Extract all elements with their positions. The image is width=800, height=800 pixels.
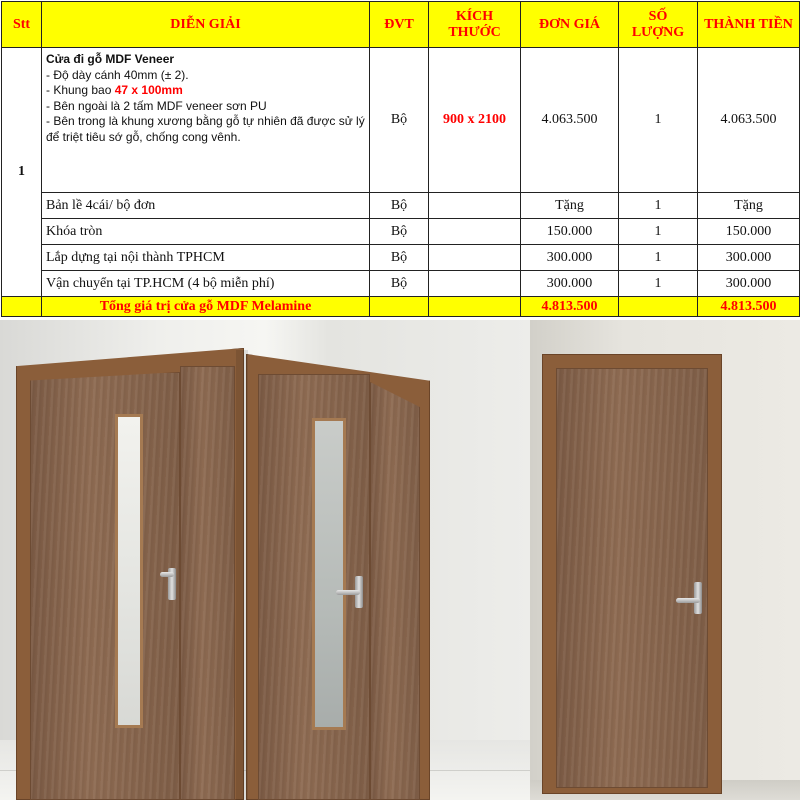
table-row-installation: [2, 245, 800, 271]
cell-total-size: [429, 297, 521, 317]
cell-total-label: Tổng giá trị cửa gỗ MDF Melamine: [42, 297, 370, 317]
header-kich-thuoc-line1: KÍCH: [455, 8, 494, 24]
cell-main-qty: 1: [619, 48, 698, 193]
table-row-main-item: [2, 48, 800, 193]
header-thanh-tien: THÀNH TIỀN: [698, 2, 800, 48]
cell-main-description: [42, 48, 370, 193]
cell-hinges-dvt: Bộ: [370, 193, 429, 219]
cell-total-dvt: [370, 297, 429, 317]
cell-main-size: 900 x 2100: [429, 48, 521, 193]
cell-shipping-price: 300.000: [521, 271, 619, 297]
spec-frame-label: - Khung bao: [46, 83, 115, 97]
cell-install-qty: 1: [619, 245, 698, 271]
cell-main-total: 4.063.500: [698, 48, 800, 193]
cell-main-dvt: Bộ: [370, 48, 429, 193]
spec-line-thickness: - Độ dày cánh 40mm (± 2).: [46, 67, 189, 82]
cell-lock-dvt: Bộ: [370, 219, 429, 245]
cell-hinges-desc: Bản lề 4cái/ bộ đơn: [42, 193, 370, 219]
cell-total-stt: [2, 297, 42, 317]
header-kich-thuoc-line2: THƯỚC: [448, 24, 501, 40]
cell-main-unit-price: 4.063.500: [521, 48, 619, 193]
cell-hinges-price: Tặng: [521, 193, 619, 219]
header-kich-thuoc: [429, 2, 521, 48]
cell-shipping-total: 300.000: [698, 271, 800, 297]
table-row-hinges: [2, 193, 800, 219]
cell-lock-size: [429, 219, 521, 245]
left-door-leaf-side: [180, 366, 235, 800]
header-so-luong: [619, 2, 698, 48]
cell-install-desc: Lắp dựng tại nội thành TPHCM: [42, 245, 370, 271]
spec-line-outer: - Bên ngoài là 2 tấm MDF veneer sơn PU: [46, 98, 267, 113]
middle-door-glass: [312, 418, 346, 730]
header-so-luong-line1: SỐ: [648, 8, 668, 24]
cell-lock-qty: 1: [619, 219, 698, 245]
cell-shipping-qty: 1: [619, 271, 698, 297]
table-row-total: [2, 297, 800, 317]
header-so-luong-line2: LƯỢNG: [631, 24, 685, 40]
cell-hinges-size: [429, 193, 521, 219]
right-door-leaf: [556, 368, 708, 788]
cell-lock-total: 150.000: [698, 219, 800, 245]
cell-lock-price: 150.000: [521, 219, 619, 245]
left-door-leaf-main: [30, 372, 180, 800]
cell-total-price: 4.813.500: [521, 297, 619, 317]
cell-shipping-size: [429, 271, 521, 297]
corner-shadow: [236, 350, 248, 800]
header-stt: Stt: [2, 2, 42, 48]
middle-door-leaf-side: [370, 382, 420, 800]
cell-lock-desc: Khóa tròn: [42, 219, 370, 245]
cell-total-qty: [619, 297, 698, 317]
left-door-glass: [115, 414, 143, 728]
product-title: Cửa đi gỗ MDF Veneer: [46, 52, 175, 66]
header-dvt: ĐVT: [370, 2, 429, 48]
middle-door-handle: [336, 590, 360, 595]
cell-install-total: 300.000: [698, 245, 800, 271]
left-door-handle: [160, 572, 174, 577]
cell-install-price: 300.000: [521, 245, 619, 271]
spec-frame-value: 47 x 100mm: [114, 83, 183, 97]
cell-stt: 1: [2, 48, 42, 297]
right-door-handle: [676, 598, 700, 603]
table-header-row: [2, 2, 800, 48]
spec-line-frame: [46, 83, 365, 99]
table-row-shipping: [2, 271, 800, 297]
cell-hinges-qty: 1: [619, 193, 698, 219]
cell-install-dvt: Bộ: [370, 245, 429, 271]
cell-shipping-dvt: Bộ: [370, 271, 429, 297]
table-row-lock: [2, 219, 800, 245]
cell-shipping-desc: Vận chuyển tại TP.HCM (4 bộ miễn phí): [42, 271, 370, 297]
spec-line-inner: - Bên trong là khung xương bằng gỗ tự nhiên đã được sử lý để triệt tiêu sớ gỗ, chống cong vênh.: [46, 114, 365, 144]
cell-hinges-total: Tặng: [698, 193, 800, 219]
header-don-gia: ĐƠN GIÁ: [521, 2, 619, 48]
door-photo: [0, 320, 800, 800]
cell-install-size: [429, 245, 521, 271]
header-dien-giai: DIỄN GIẢI: [42, 2, 370, 48]
price-table: [1, 1, 799, 319]
cell-total-amount: 4.813.500: [698, 297, 800, 317]
